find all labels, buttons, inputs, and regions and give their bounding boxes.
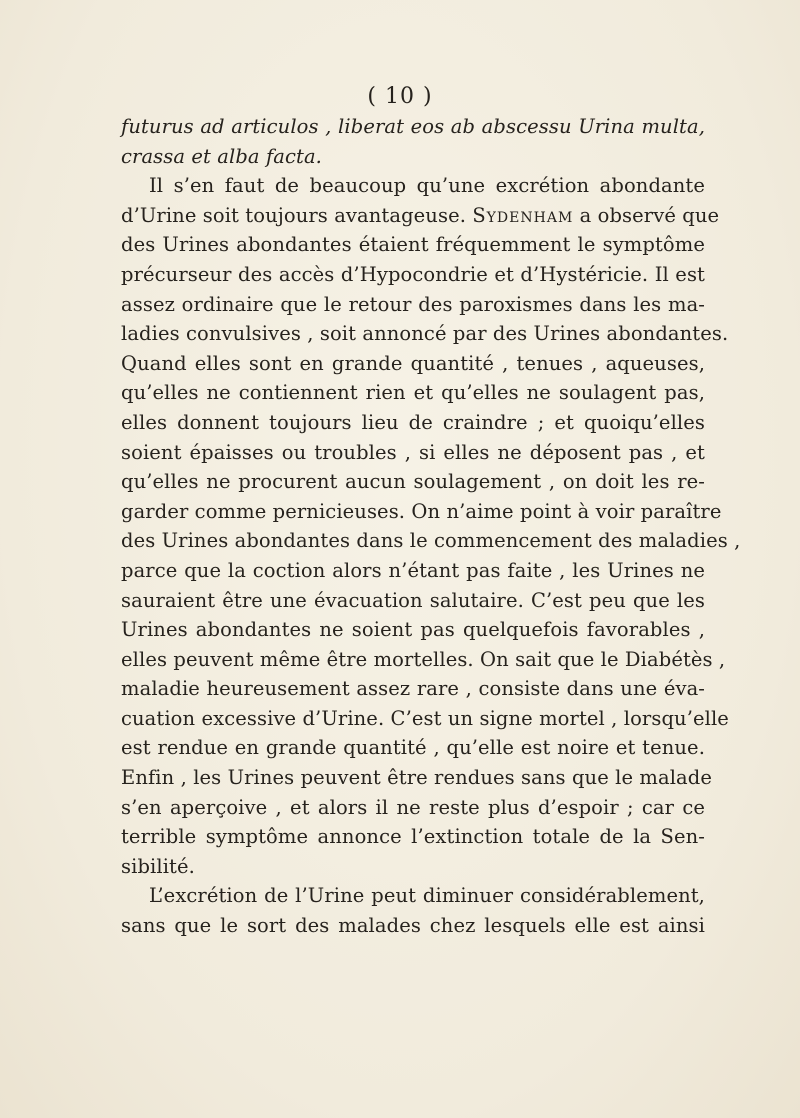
- body-text: [121, 112, 741, 941]
- text-line: [121, 201, 720, 231]
- text-line: ladies convulsives , soit annoncé par des Urines abondantes.: [121, 322, 729, 346]
- author-name: Sydenham: [472, 203, 574, 227]
- text-line: Il s’en faut de beaucoup qu’une excrétion abondante: [149, 174, 705, 198]
- text-line: des Urines abondantes dans le commencement des maladies ,: [121, 529, 741, 553]
- text-line: L’excrétion de l’Urine peut diminuer considérablement,: [149, 884, 705, 908]
- text-line: futurus ad articulos , liberat eos ab abscessu Urina multa,: [121, 115, 705, 138]
- text-line: elles peuvent même être mortelles. On sait que le Diabétès ,: [121, 647, 726, 671]
- text-line: maladie heureusement assez rare , consiste dans une éva-: [121, 677, 705, 701]
- text-line: est rendue en grande quantité , qu’elle est noire et tenue.: [121, 736, 705, 760]
- text-line: qu’elles ne contiennent rien et qu’elles ne soulagent pas,: [121, 381, 705, 405]
- text-line: des Urines abondantes étaient fréquemment le symptôme: [121, 233, 705, 257]
- text-line: elles donnent toujours lieu de craindre ; et quoiqu’elles: [121, 410, 705, 434]
- text-line: garder comme pernicieuses. On n’aime point à voir paraître: [121, 499, 722, 523]
- text-line: assez ordinaire que le retour des paroxismes dans les ma-: [121, 292, 705, 316]
- text-line: Urines abondantes ne soient pas quelquefois favorables ,: [121, 618, 705, 642]
- text-fragment: d’Urine soit toujours avantageuse.: [121, 203, 467, 227]
- text-line: parce que la coction alors n’étant pas faite , les Urines ne: [121, 558, 705, 582]
- text-line: s’en aperçoive , et alors il ne reste plus d’espoir ; car ce: [121, 795, 705, 819]
- text-line: sauraient être une évacuation salutaire. C’est peu que les: [121, 588, 705, 612]
- text-line: terrible symptôme annonce l’extinction totale de la Sen-: [121, 825, 705, 849]
- text-line: cuation excessive d’Urine. C’est un signe mortel , lorsqu’elle: [121, 706, 729, 730]
- text-line: sans que le sort des malades chez lesquels elle est ainsi: [121, 914, 705, 938]
- text-line: crassa et alba facta.: [121, 144, 322, 168]
- text-line: sibilité.: [121, 854, 195, 878]
- text-line: soient épaisses ou troubles , si elles ne déposent pas , et: [121, 440, 705, 464]
- text-line: précurseur des accès d’Hypocondrie et d’Hystéricie. Il est: [121, 262, 705, 286]
- text-line: Enfin , les Urines peuvent être rendues sans que le malade: [121, 766, 713, 790]
- text-line: qu’elles ne procurent aucun soulagement , on doit les re-: [121, 470, 705, 494]
- text-line: Quand elles sont en grande quantité , tenues , aqueuses,: [121, 351, 705, 375]
- text-fragment: a observé que: [579, 203, 720, 227]
- page-number: ( 10 ): [367, 84, 433, 109]
